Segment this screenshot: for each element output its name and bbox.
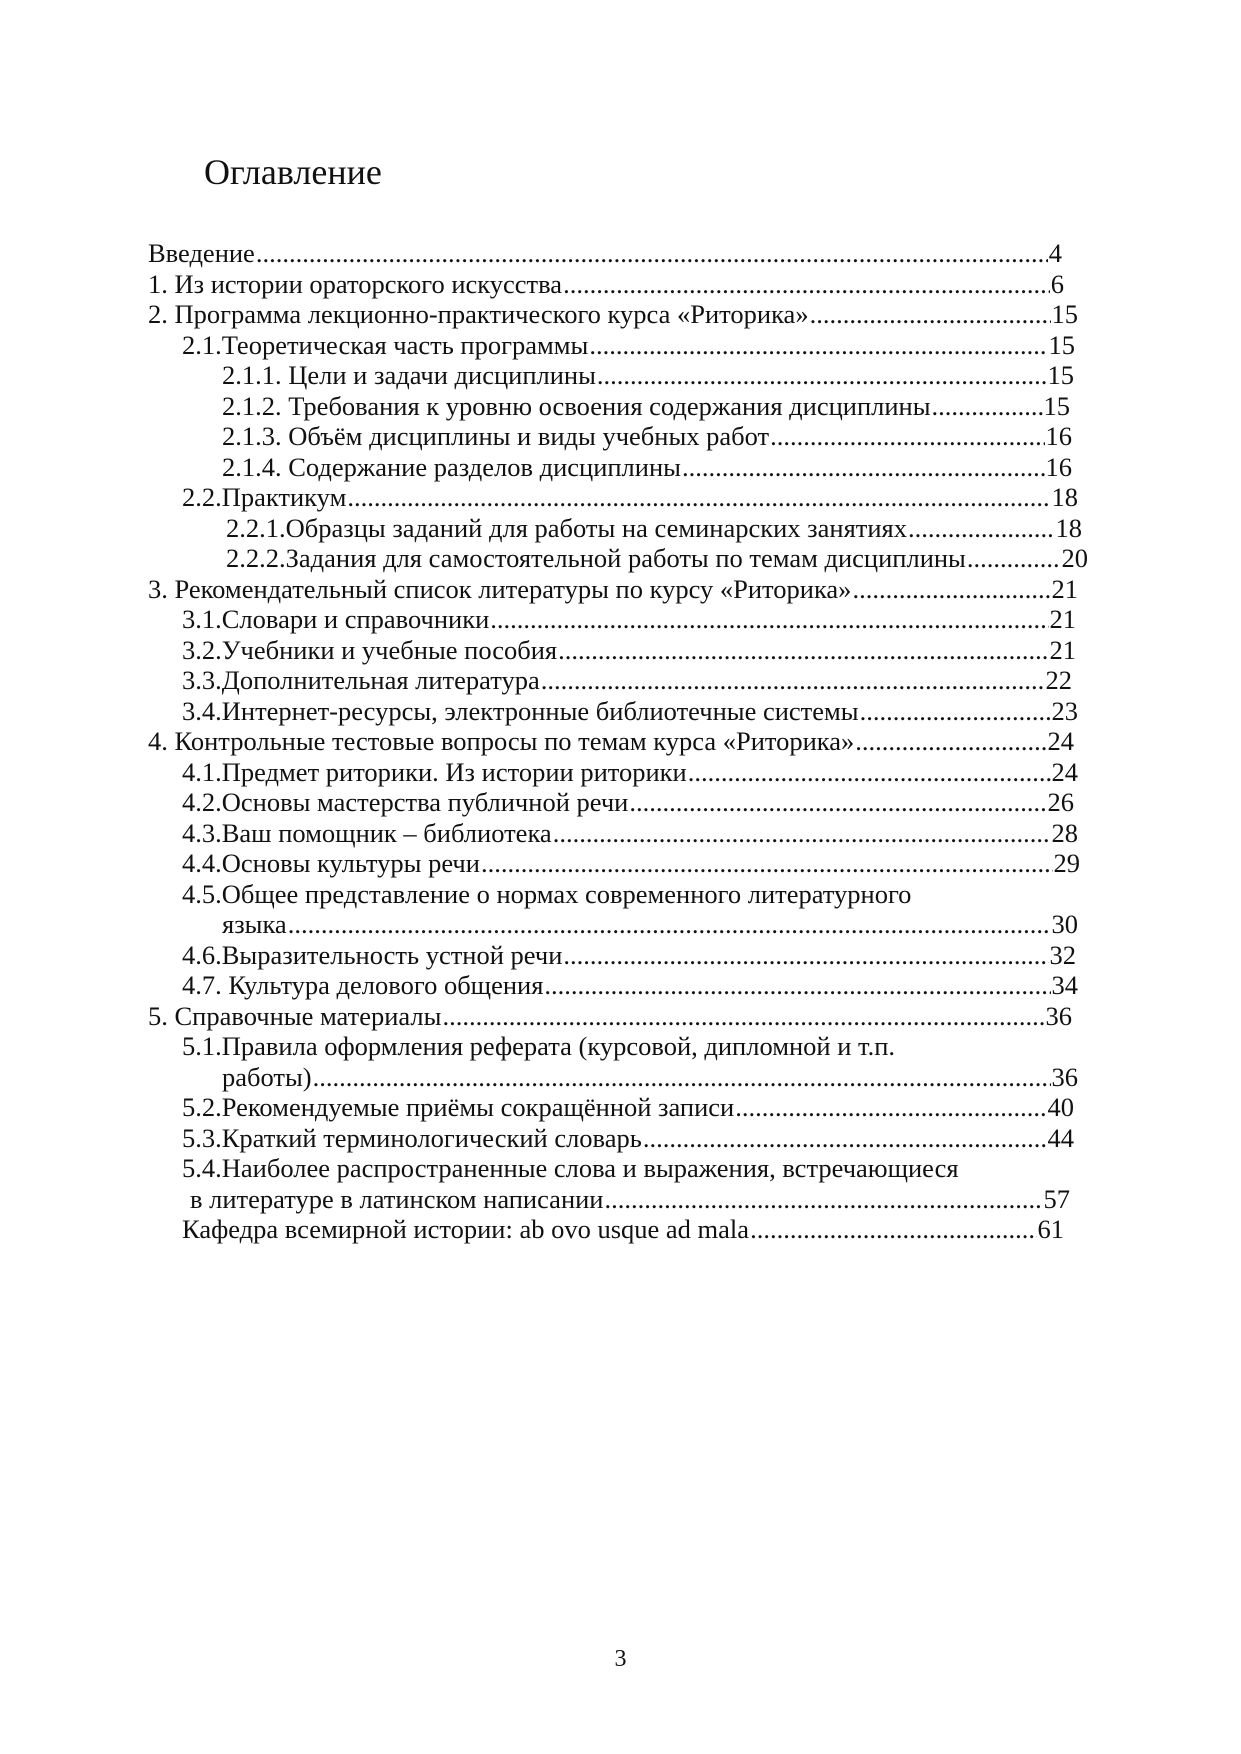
toc-page-number: 16 xyxy=(1045,421,1072,451)
toc-page-number: 44 xyxy=(1047,1123,1074,1153)
toc-entry[interactable] xyxy=(182,938,1076,972)
toc-dot-leader xyxy=(770,419,1044,453)
toc-dot-leader xyxy=(490,602,1048,636)
page-number: 3 xyxy=(614,1646,627,1672)
toc-entry-title: работы) xyxy=(222,1062,312,1092)
toc-entry[interactable] xyxy=(182,846,1080,880)
toc-entry-title: Введение xyxy=(148,238,255,268)
toc-entry[interactable] xyxy=(148,236,1062,270)
toc-dot-leader xyxy=(481,846,1053,880)
toc-dot-leader xyxy=(288,907,1051,941)
toc-entry-title: 2. Программа лекционно-практического курса «Риторика» xyxy=(148,299,809,329)
toc-entry[interactable] xyxy=(182,755,1078,789)
toc-dot-leader xyxy=(643,1121,1047,1155)
toc-page-number: 36 xyxy=(1045,1001,1072,1031)
toc-dot-leader xyxy=(682,450,1045,484)
toc-entry[interactable] xyxy=(182,816,1078,850)
toc-page-number: 28 xyxy=(1051,818,1078,848)
toc-entry-title: 4.6.Выразительность устной речи xyxy=(182,940,563,970)
toc-page-number: 4 xyxy=(1048,238,1062,268)
toc-dot-leader xyxy=(563,938,1048,972)
toc-entry-title: 4.4.Основы культуры речи xyxy=(182,848,480,878)
toc-dot-leader xyxy=(605,1182,1043,1216)
toc-dot-leader xyxy=(313,1060,1051,1094)
toc-page-number: 21 xyxy=(1049,635,1076,665)
toc-dot-leader xyxy=(589,328,1047,362)
toc-page-number: 34 xyxy=(1051,970,1078,1000)
toc-page-number: 24 xyxy=(1051,757,1078,787)
toc-dot-leader xyxy=(852,572,1050,606)
toc-entry[interactable] xyxy=(148,297,1078,331)
toc-page-number: 57 xyxy=(1043,1184,1070,1214)
toc-page-number: 21 xyxy=(1049,604,1076,634)
toc-dot-leader xyxy=(347,480,1050,514)
toc-page-number: 16 xyxy=(1045,452,1072,482)
toc-dot-leader xyxy=(553,816,1051,850)
toc-dot-leader xyxy=(688,755,1051,789)
toc-entry-title: в литературе в латинском написании xyxy=(190,1184,604,1214)
toc-dot-leader xyxy=(541,663,1045,697)
toc-page-number: 15 xyxy=(1048,330,1075,360)
page-title: Оглавление xyxy=(204,152,382,192)
toc-entry-title: Кафедра всемирной истории: ab ovo usque ad mala xyxy=(182,1214,750,1244)
toc-page-number: 40 xyxy=(1047,1092,1074,1122)
toc-entry-title: 5.2.Рекомендуемые приёмы сокращённой записи xyxy=(182,1092,735,1122)
toc-entry-title: 3.3.Дополнительная литература xyxy=(182,665,540,695)
toc-entry-title: 4.5.Общее представление о нормах современного литературного xyxy=(182,879,912,909)
toc-entry[interactable] xyxy=(148,724,1074,758)
toc-dot-leader xyxy=(750,1212,1036,1246)
toc-entry-title: 4.3.Ваш помощник – библиотека xyxy=(182,818,552,848)
toc-dot-leader xyxy=(932,389,1043,423)
toc-page-number: 26 xyxy=(1047,787,1074,817)
toc-entry-title: 5.3.Краткий терминологический словарь xyxy=(182,1123,642,1153)
toc-entry-title: 5.4.Наиболее распространенные слова и выражения, встречающиеся xyxy=(182,1153,959,1183)
toc-entry[interactable] xyxy=(182,877,911,911)
toc-page-number: 22 xyxy=(1045,665,1072,695)
toc-entry[interactable] xyxy=(226,511,1082,545)
toc-page-number: 32 xyxy=(1049,940,1076,970)
toc-entry[interactable] xyxy=(222,907,1078,941)
toc-entry[interactable] xyxy=(222,1060,1078,1094)
toc-entry[interactable] xyxy=(148,999,1072,1033)
toc-entry-title: 4.7. Культура делового общения xyxy=(182,970,544,1000)
toc-entry[interactable] xyxy=(222,419,1072,453)
toc-page-number: 29 xyxy=(1053,848,1080,878)
toc-entry-title: 3.4.Интернет-ресурсы, электронные библиотечные системы xyxy=(182,696,859,726)
toc-entry[interactable] xyxy=(182,633,1076,667)
toc-page-number: 30 xyxy=(1051,909,1078,939)
toc-entry-title: 1. Из истории ораторского искусства xyxy=(148,269,563,299)
toc-dot-leader xyxy=(967,541,1061,575)
toc-entry-title: 2.2.Практикум xyxy=(182,482,347,512)
toc-entry-title: 5. Справочные материалы xyxy=(148,1001,442,1031)
toc-entry[interactable] xyxy=(182,785,1074,819)
toc-page-number: 18 xyxy=(1051,482,1078,512)
toc-dot-leader xyxy=(544,968,1050,1002)
toc-entry-title: 2.1.4. Содержание разделов дисциплины xyxy=(222,452,681,482)
toc-dot-leader xyxy=(442,999,1044,1033)
toc-entry-title: 2.1.2. Требования к уровню освоения содержания дисциплины xyxy=(222,391,931,421)
toc-entry-title: 5.1.Правила оформления реферата (курсовой, дипломной и т.п. xyxy=(182,1031,896,1061)
toc-entry[interactable] xyxy=(182,1029,895,1063)
toc-entry[interactable] xyxy=(182,480,1078,514)
toc-entry[interactable] xyxy=(182,663,1072,697)
toc-page-number: 6 xyxy=(1050,269,1064,299)
toc-page-number: 24 xyxy=(1047,726,1074,756)
toc-entry[interactable] xyxy=(148,267,1064,301)
toc-entry[interactable] xyxy=(182,1212,1064,1246)
toc-entry-title: 2.1.3. Объём дисциплины и виды учебных работ xyxy=(222,421,770,451)
toc-entry[interactable] xyxy=(182,968,1078,1002)
toc-dot-leader xyxy=(855,724,1046,758)
toc-entry[interactable] xyxy=(226,541,1088,575)
toc-entry[interactable] xyxy=(182,694,1078,728)
toc-entry-title: 3.1.Словари и справочники xyxy=(182,604,490,634)
toc-dot-leader xyxy=(558,633,1048,667)
toc-entry[interactable] xyxy=(148,572,1078,606)
toc-page-number: 21 xyxy=(1051,574,1078,604)
toc-page-number: 15 xyxy=(1051,299,1078,329)
toc-entry[interactable] xyxy=(182,1090,1074,1124)
toc-dot-leader xyxy=(629,785,1046,819)
toc-entry-title: 4. Контрольные тестовые вопросы по темам курса «Риторика» xyxy=(148,726,855,756)
toc-dot-leader xyxy=(908,511,1055,545)
toc-entry[interactable] xyxy=(190,1182,1070,1216)
toc-page-number: 23 xyxy=(1051,696,1078,726)
toc-entry-title: 3. Рекомендательный список литературы по курсу «Риторика» xyxy=(148,574,852,604)
toc-dot-leader xyxy=(597,358,1047,392)
toc-entry-title: 2.2.2.Задания для самостоятельной работы по темам дисциплины xyxy=(226,543,966,573)
toc-entry-title: 2.2.1.Образцы заданий для работы на семинарских занятиях xyxy=(226,513,907,543)
toc-entry-title: 2.1.1. Цели и задачи дисциплины xyxy=(222,360,596,390)
toc-page-number: 20 xyxy=(1061,543,1088,573)
toc-entry[interactable] xyxy=(182,1151,959,1185)
toc-page-number: 18 xyxy=(1055,513,1082,543)
toc-dot-leader xyxy=(563,267,1050,301)
toc-entry[interactable] xyxy=(182,1121,1074,1155)
toc-entry-title: языка xyxy=(222,909,287,939)
toc-page-number: 15 xyxy=(1043,391,1070,421)
toc-dot-leader xyxy=(256,236,1048,270)
toc-entry[interactable] xyxy=(222,358,1074,392)
toc-entry[interactable] xyxy=(222,450,1072,484)
toc-dot-leader xyxy=(810,297,1051,331)
toc-entry-title: 4.1.Предмет риторики. Из истории риторики xyxy=(182,757,687,787)
toc-page-number: 61 xyxy=(1037,1214,1064,1244)
toc-entry[interactable] xyxy=(222,389,1070,423)
toc-page-number: 15 xyxy=(1047,360,1074,390)
toc-entry-title: 4.2.Основы мастерства публичной речи xyxy=(182,787,629,817)
toc-entry-title: 2.1.Теоретическая часть программы xyxy=(182,330,589,360)
toc-dot-leader xyxy=(860,694,1051,728)
toc-page-number: 36 xyxy=(1051,1062,1078,1092)
toc-entry[interactable] xyxy=(182,602,1076,636)
toc-entry[interactable] xyxy=(182,328,1075,362)
toc-entry-title: 3.2.Учебники и учебные пособия xyxy=(182,635,558,665)
toc-dot-leader xyxy=(735,1090,1046,1124)
